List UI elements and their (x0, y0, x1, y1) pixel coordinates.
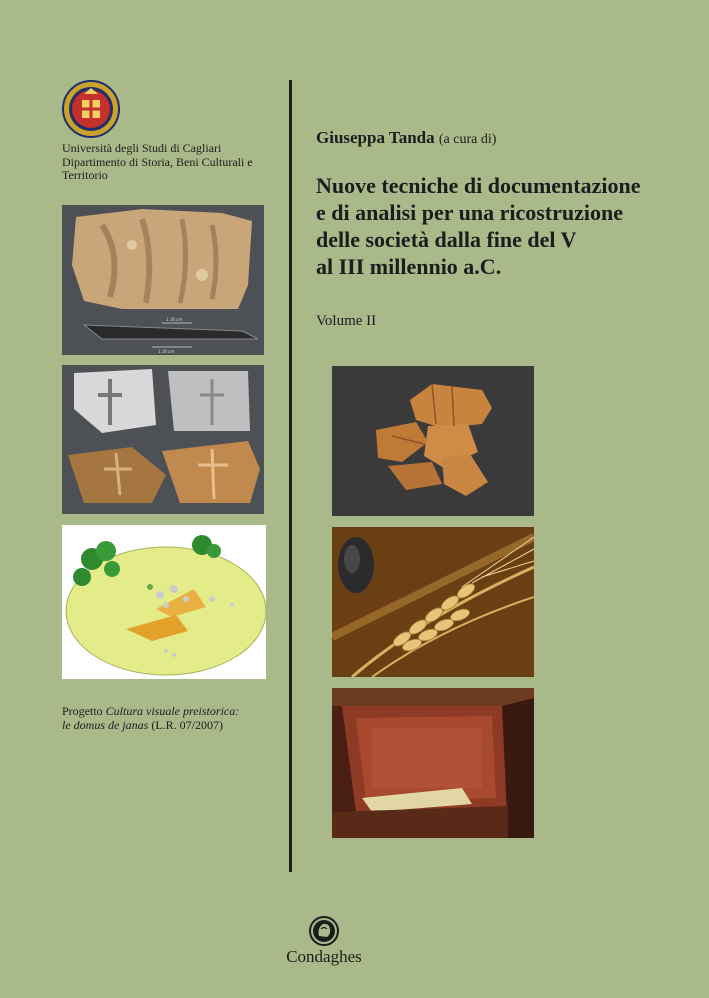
scale-label-lower: 1.16 cm (158, 349, 175, 354)
title-line-3: delle società dalla fine del V (316, 227, 577, 252)
settlement-map-image (62, 525, 266, 679)
project-law: (L.R. 07/2007) (148, 718, 223, 732)
engraving-views-image (62, 365, 264, 514)
wheat-grain-image (332, 527, 534, 677)
project-name: Cultura visuale preistorica: (105, 704, 240, 718)
project-subtitle: le domus de janas (62, 718, 149, 732)
project-credit (62, 704, 272, 732)
publisher-head-icon (309, 916, 339, 946)
title-line-1: Nuove tecniche di documentazione (316, 173, 641, 198)
volume-label: Volume II (316, 313, 377, 329)
tomb-interior-image (332, 688, 534, 838)
curator-note: (a cura di) (438, 132, 497, 147)
university-line-3: Territorio (62, 168, 108, 182)
fragments-model-image (332, 366, 534, 516)
university-line-2: Dipartimento di Storia, Beni Culturali e (62, 154, 253, 169)
title-line-4: al III millennio a.C. (316, 254, 502, 279)
university-name (62, 142, 262, 183)
project-prefix: Progetto (62, 704, 106, 718)
vertical-divider (289, 80, 292, 872)
university-line-1: Università degli Studi di Cagliari (62, 141, 222, 155)
author-line (316, 128, 496, 148)
publisher-name: Condaghes (286, 947, 362, 966)
scale-label-upper: 1.16 cm (166, 317, 183, 322)
book-title (316, 172, 696, 280)
author-name: Giuseppa Tanda (316, 128, 435, 147)
title-line-2: e di analisi per una ricostruzione (316, 200, 623, 225)
stone-scan-image (62, 205, 264, 355)
university-seal-icon (62, 80, 120, 138)
